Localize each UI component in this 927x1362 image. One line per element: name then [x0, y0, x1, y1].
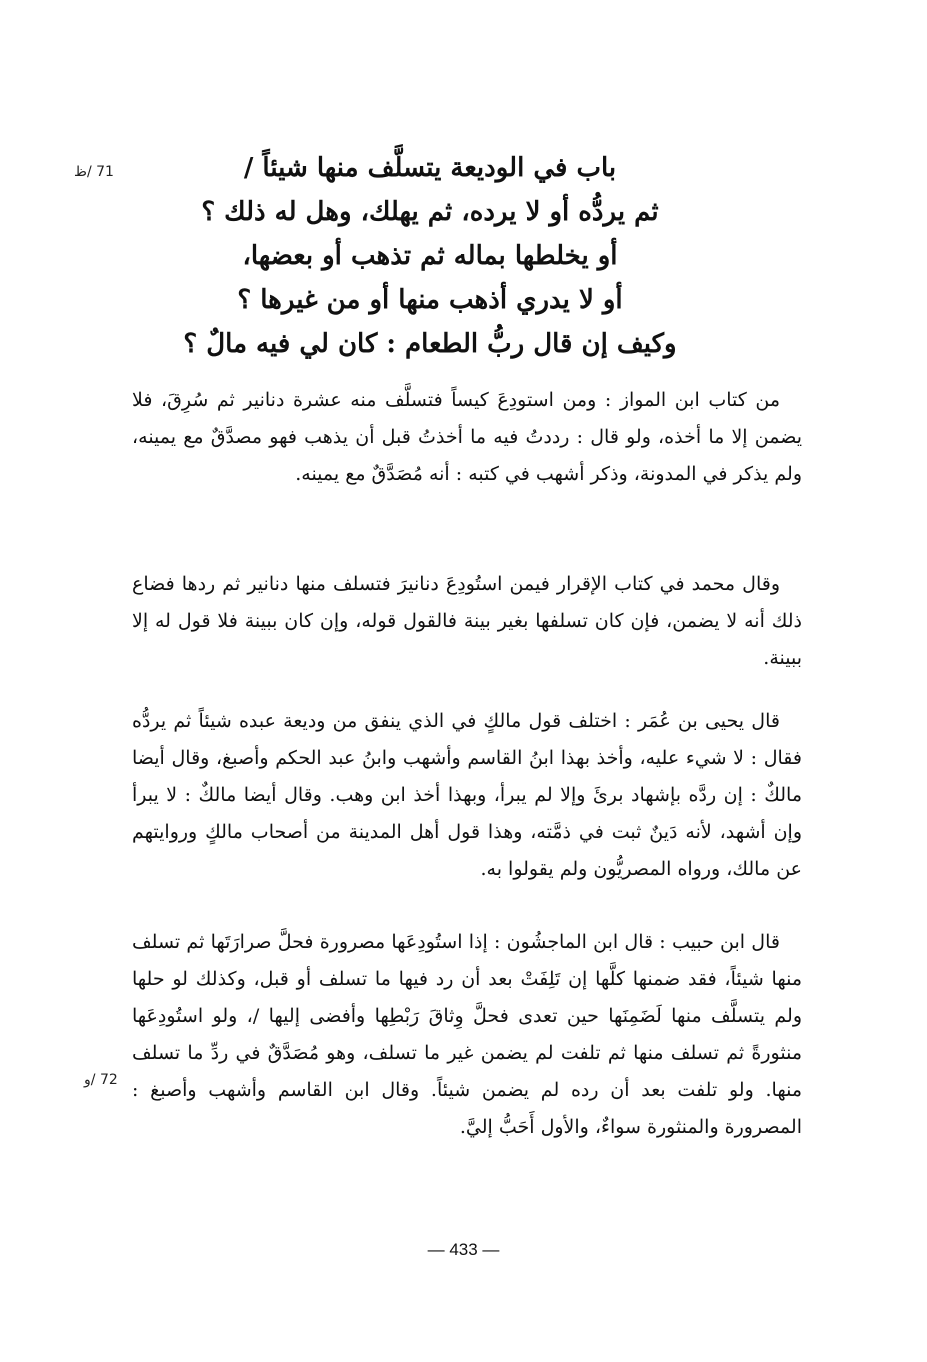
paragraph-muhammad-iqrar — [132, 566, 802, 677]
paragraph-ibn-al-mawwaz — [132, 382, 802, 493]
paragraph-text: قال ابن حبيب : قال ابن الماجشُون : إذا استُودِعَها مصرورة فحلَّ صرارَتَها ثم تسلف منها شيئاً، فقد ضمنها كلَّها إن تَلِفَتْ بعد أن رد فيها ما تسلف أو قبل، وكذلك لو حلها ولم يتسلَّف منها لَضَمِنَها حين تعدى فحلَّ وِثاقَ رَبْطِها وأفضى إليها /، ولو استُودِعَها منثورةً ثم تسلف منها ثم تلفت لم يضمن غير ما تسلف، وهو مُصَدَّقٌ في ردِّ ما تسلف منها. ولو تلفت بعد أن رده لم يضمن شيئاً. وقال ابن القاسم وأشهب وأصبغ : المصرورة والمنثورة سواءٌ، والأول أَحَبُّ إليَّ. — [132, 931, 802, 1138]
paragraph-ibn-habib — [132, 924, 802, 1146]
heading-line: باب في الوديعة يتسلَّف منها شيئاً / — [243, 153, 617, 183]
paragraph-text: من كتاب ابن المواز : ومن استودِعَ كيساً فتسلَّف منه عشرة دنانير ثم سُرِقَ، فلا يضمن إلا ما أخذه، ولو قال : رددتُ فيه ما أخذتُ قبل أن يذهب فهو مصدَّقٌ مع يمينه، ولم يذكر في المدونة، وذكر أشهب في كتبه : أنه مُصَدَّقٌ مع يمينه. — [132, 389, 802, 485]
folio-marker-middle: 72 /و — [84, 1072, 118, 1088]
folio-marker-top: 71 /ظ — [74, 164, 114, 180]
heading-line: ثم يردُّه أو لا يرده، ثم يهلك، وهل له ذلك ؟ — [201, 197, 659, 227]
heading-line: أو يخلطها بماله ثم تذهب أو بعضها، — [242, 241, 618, 271]
paragraph-text: وقال محمد في كتاب الإقرار فيمن استُودِعَ دنانيرَ فتسلف منها دنانير ثم ردها فضاع ذلك أنه لا يضمن، فإن كان تسلفها بغير بينة فالقول قوله، وإن كان ببينة فلا قول له إلا ببينة. — [132, 573, 802, 669]
heading-line: وكيف إن قال ربُّ الطعام : كان لي فيه مالٌ ؟ — [183, 329, 677, 359]
chapter-heading — [150, 146, 710, 366]
paragraph-yahya-ibn-umar — [132, 703, 802, 888]
page-number: — 433 — — [427, 1240, 500, 1259]
heading-line: أو لا يدري أذهب منها أو من غيرها ؟ — [237, 285, 623, 315]
paragraph-text: قال يحيى بن عُمَر : اختلف قول مالكٍ في الذي ينفق من وديعة عبده شيئاً ثم يردُّه فقال : لا شيء عليه، وأخذ بهذا ابنُ القاسم وأشهب وابنُ عبد الحكم وأصبغ، وقال أيضا مالكٌ : إن ردَّه بإشهاد برئَ وإلا لم يبرأ، وبهذا أخذ ابن وهب. وقال أيضا مالكٌ : لا يبرأ وإن أشهد، لأنه دَينٌ ثبت في ذمَّته، وهذا قول أهل المدينة من أصحاب مالكٍ وروايتهم عن مالك، ورواه المصريُّون ولم يقولوا به. — [132, 710, 802, 880]
